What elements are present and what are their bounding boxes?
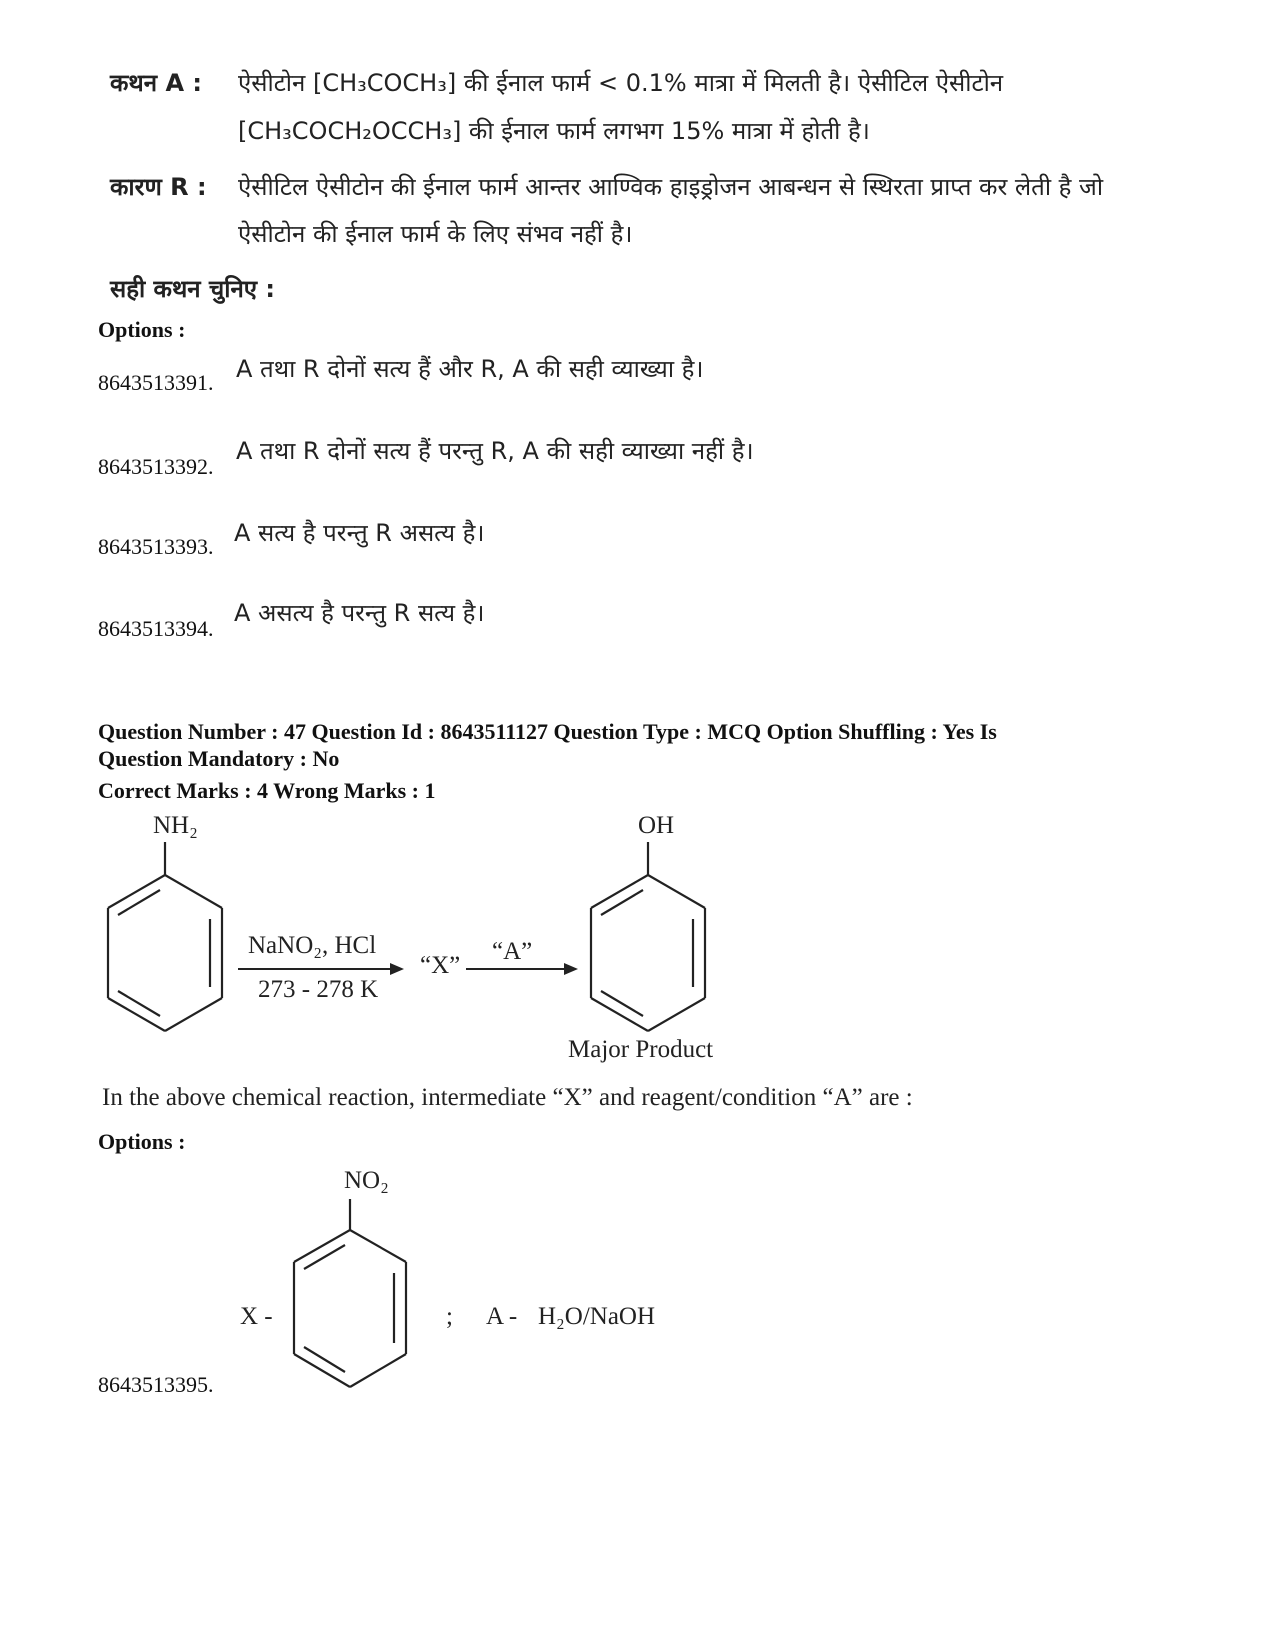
option-x-label: X - bbox=[240, 1303, 273, 1330]
intermediate-x: “X” bbox=[420, 952, 461, 979]
product-group: OH bbox=[638, 812, 675, 839]
option-x-group: NO₂ bbox=[344, 1167, 389, 1194]
options-label-q47: Options : bbox=[98, 1129, 186, 1154]
reason-line-2: ऐसीटोन की ईनाल फार्म के लिए संभव नहीं है। bbox=[238, 220, 633, 248]
reason-line-1: ऐसीटिल ऐसीटोन की ईनाल फार्म आन्तर आण्विक हाइड्रोजन आबन्धन से स्थिरता प्राप्त कर लेती है जो bbox=[238, 173, 1104, 201]
question-marks: Correct Marks : 4 Wrong Marks : 1 bbox=[98, 778, 436, 803]
reason-label: कारण R : bbox=[110, 173, 207, 201]
option-1-text: A तथा R दोनों सत्य हैं और R, A की सही व्याख्या है। bbox=[236, 355, 704, 383]
reactant-group: NH₂ bbox=[153, 812, 198, 839]
product-label: Major Product bbox=[568, 1036, 714, 1063]
option-a-value: H₂O/NaOH bbox=[538, 1303, 656, 1330]
question-header-line-1: Question Number : 47 Question Id : 8643511127 Question Type : MCQ Option Shuffling : Yes Is bbox=[98, 719, 997, 744]
option-separator: ; bbox=[446, 1303, 453, 1330]
reagent-top: NaNO₂, HCl bbox=[248, 932, 377, 959]
arrow-2-head bbox=[564, 963, 578, 975]
option-4-text: A असत्य है परन्तु R सत्य है। bbox=[234, 599, 485, 627]
benzene-ring-reactant bbox=[108, 842, 222, 1031]
statement-line-1: ऐसीटोन [CH₃COCH₃] की ईनाल फार्म < 0.1% मात्रा में मिलती है। ऐसीटिल ऐसीटोन bbox=[238, 69, 1004, 97]
question-text: In the above chemical reaction, intermediate “X” and reagent/condition “A” are : bbox=[102, 1084, 913, 1111]
option-3-text: A सत्य है परन्तु R असत्य है। bbox=[234, 519, 485, 547]
statement-line-2: [CH₃COCH₂OCCH₃] की ईनाल फार्म लगभग 15% मात्रा में होती है। bbox=[238, 117, 870, 145]
option-3-id: 8643513393. bbox=[98, 534, 214, 559]
question-header-line-2: Question Mandatory : No bbox=[98, 746, 340, 771]
option-a-label: A - bbox=[486, 1303, 518, 1330]
reagent-bottom: 273 - 278 K bbox=[258, 976, 379, 1003]
q47-option-1-id: 8643513395. bbox=[98, 1372, 214, 1397]
statement-label: कथन A : bbox=[110, 69, 202, 97]
instruction: सही कथन चुनिए : bbox=[110, 275, 275, 303]
option-2-id: 8643513392. bbox=[98, 454, 214, 479]
option-1-id: 8643513391. bbox=[98, 370, 214, 395]
arrow-1-head bbox=[390, 963, 404, 975]
benzene-ring-product bbox=[591, 842, 705, 1031]
reagent-a: “A” bbox=[492, 938, 533, 965]
option-4-id: 8643513394. bbox=[98, 616, 214, 641]
options-label-q46: Options : bbox=[98, 317, 186, 342]
option-2-text: A तथा R दोनों सत्य हैं परन्तु R, A की सही व्याख्या नहीं है। bbox=[236, 437, 754, 465]
q47-option-1[interactable] bbox=[98, 1165, 698, 1405]
